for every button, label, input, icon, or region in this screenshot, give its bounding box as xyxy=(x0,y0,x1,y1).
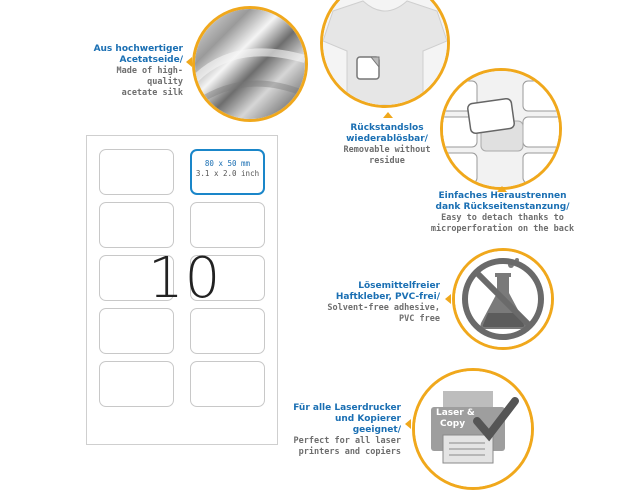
label-cell xyxy=(99,149,174,195)
feature-en-line: microperforation on the back xyxy=(430,224,575,234)
dimension-mm: 80 x 50 mm xyxy=(204,159,251,168)
feature-en-line: Solvent-free adhesive, xyxy=(327,303,440,313)
feature-en-line: Removable without xyxy=(343,145,431,155)
feature-en-line: Made of high-quality xyxy=(116,66,183,87)
pointer-arrow xyxy=(445,294,451,304)
feature-laser-copy xyxy=(286,403,401,458)
feature-de-line: Rückstandslos xyxy=(350,123,424,133)
feature-solvent-free xyxy=(318,281,440,325)
feature-en-line: PVC free xyxy=(399,314,440,324)
printer-badge-line: Laser & xyxy=(436,408,475,418)
feature-de-line: wiederablösbar/ xyxy=(346,134,428,144)
feature-de-line: dank Rückseitenstanzung/ xyxy=(435,202,570,212)
feature-de-line: Einfaches Heraustrennen xyxy=(438,191,567,201)
label-cell xyxy=(190,202,265,248)
feature-de-line: und Kopierer geeignet/ xyxy=(334,414,401,435)
feature-en-line: printers and copiers xyxy=(298,447,401,457)
label-cell xyxy=(99,308,174,354)
label-cell xyxy=(190,361,265,407)
feature-removable xyxy=(322,123,452,167)
feature-de-line: Aus hochwertiger xyxy=(93,44,183,54)
feature-easy-detach xyxy=(420,191,585,235)
dimension-inch: 3.1 x 2.0 inch xyxy=(195,169,260,178)
label-dimensions xyxy=(190,159,265,179)
printer-badge-text xyxy=(436,408,486,430)
pointer-arrow xyxy=(383,112,393,118)
printer-badge-line: Copy xyxy=(440,419,466,429)
acetate-silk-icon xyxy=(192,6,308,122)
feature-de-line: Acetatseide/ xyxy=(119,55,183,65)
feature-acetate-silk xyxy=(88,44,183,99)
feature-en-line: Easy to detach thanks to xyxy=(441,213,564,223)
feature-de-line: Für alle Laserdrucker xyxy=(293,403,401,413)
feature-en-line: acetate silk xyxy=(121,88,183,98)
pointer-arrow xyxy=(405,419,411,429)
label-cell xyxy=(99,202,174,248)
no-chemicals-icon xyxy=(452,248,554,350)
label-cell xyxy=(190,308,265,354)
feature-en-line: Perfect for all laser xyxy=(293,436,401,446)
label-count: 10 xyxy=(148,246,222,311)
feature-de-line: Haftkleber, PVC-frei/ xyxy=(335,292,440,302)
shirt-label-icon xyxy=(320,0,450,108)
peeling-label-icon xyxy=(440,68,562,190)
feature-de-line: Lösemittelfreier xyxy=(358,281,440,291)
label-cell xyxy=(99,361,174,407)
feature-en-line: residue xyxy=(369,156,405,166)
pointer-arrow xyxy=(186,57,192,67)
